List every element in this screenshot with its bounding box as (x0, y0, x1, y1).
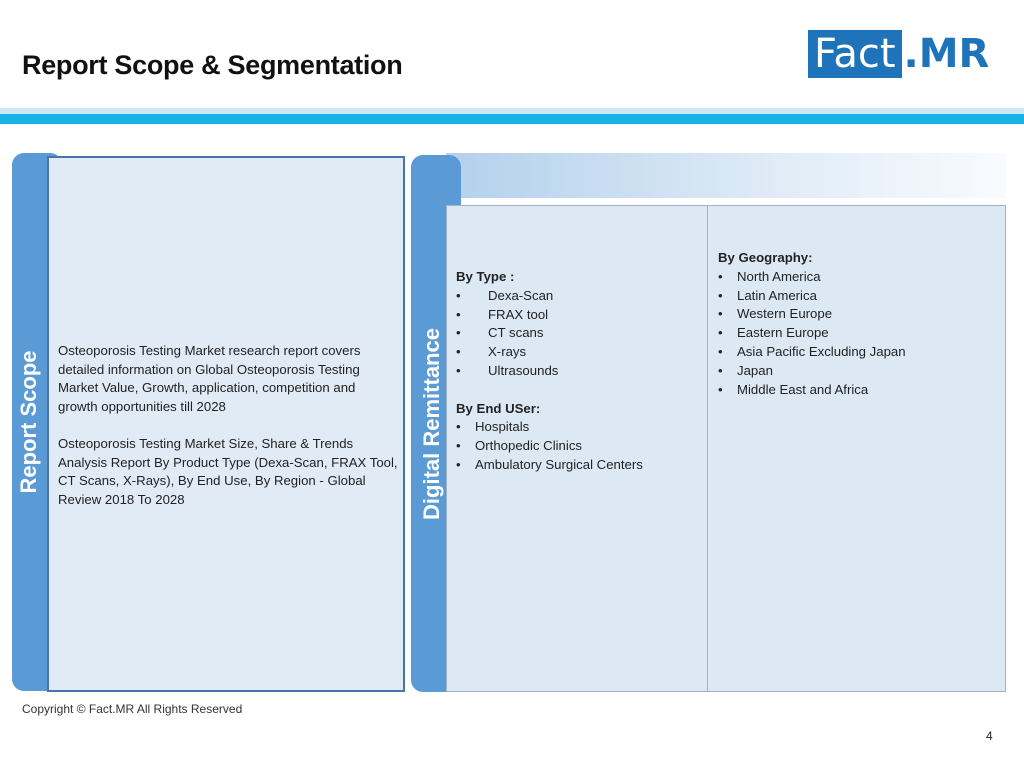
digital-remittance-tab-label: Digital Remittance (419, 327, 444, 520)
list-item: • Asia Pacific Excluding Japan (718, 343, 1003, 362)
by-geography-section (718, 249, 1003, 399)
logo-text-mr: .MR (903, 31, 990, 77)
scope-paragraph: Osteoporosis Testing Market Size, Share & Trends Analysis Report By Product Type (Dexa-Scan, FRAX Tool, CT Scans, X-Rays), By End Use, By Region - Global Review 2018 To 2028 (58, 435, 398, 507)
page-number: 4 (986, 729, 993, 743)
list-item: • Western Europe (718, 305, 1003, 324)
list-item: • North America (718, 268, 1003, 287)
list-item: • CT scans (456, 324, 704, 343)
list-item: • Ultrasounds (456, 362, 704, 381)
report-scope-tab-label: Report Scope (16, 350, 41, 494)
list-item: • Dexa-Scan (456, 287, 704, 306)
header-divider (0, 114, 1024, 124)
list-item: • Japan (718, 362, 1003, 381)
list-item: • Ambulatory Surgical Centers (456, 456, 704, 475)
report-scope-text (58, 342, 398, 528)
by-end-user-heading: By End USer: (456, 400, 541, 416)
list-item: • Middle East and Africa (718, 381, 1003, 400)
by-geography-heading: By Geography: (718, 250, 813, 265)
list-item: • Latin America (718, 287, 1003, 306)
segmentation-header-band (446, 153, 1006, 198)
by-type-heading: By Type : (456, 269, 515, 284)
copyright-text: Copyright © Fact.MR All Rights Reserved (22, 702, 243, 716)
logo-text-fact: Fact (808, 30, 902, 78)
list-item: • Orthopedic Clinics (456, 437, 704, 456)
list-item: • Hospitals (456, 418, 704, 437)
scope-paragraph: Osteoporosis Testing Market research report covers detailed information on Global Osteoporosis Testing Market Value, Growth, application, competition and growth opportunities till 2028 (58, 343, 361, 414)
list-item: • X-rays (456, 343, 704, 362)
list-item: • Eastern Europe (718, 324, 1003, 343)
page-title: Report Scope & Segmentation (22, 50, 403, 80)
list-item: • FRAX tool (456, 306, 704, 325)
factmr-logo (808, 30, 989, 78)
by-type-section (456, 268, 704, 475)
